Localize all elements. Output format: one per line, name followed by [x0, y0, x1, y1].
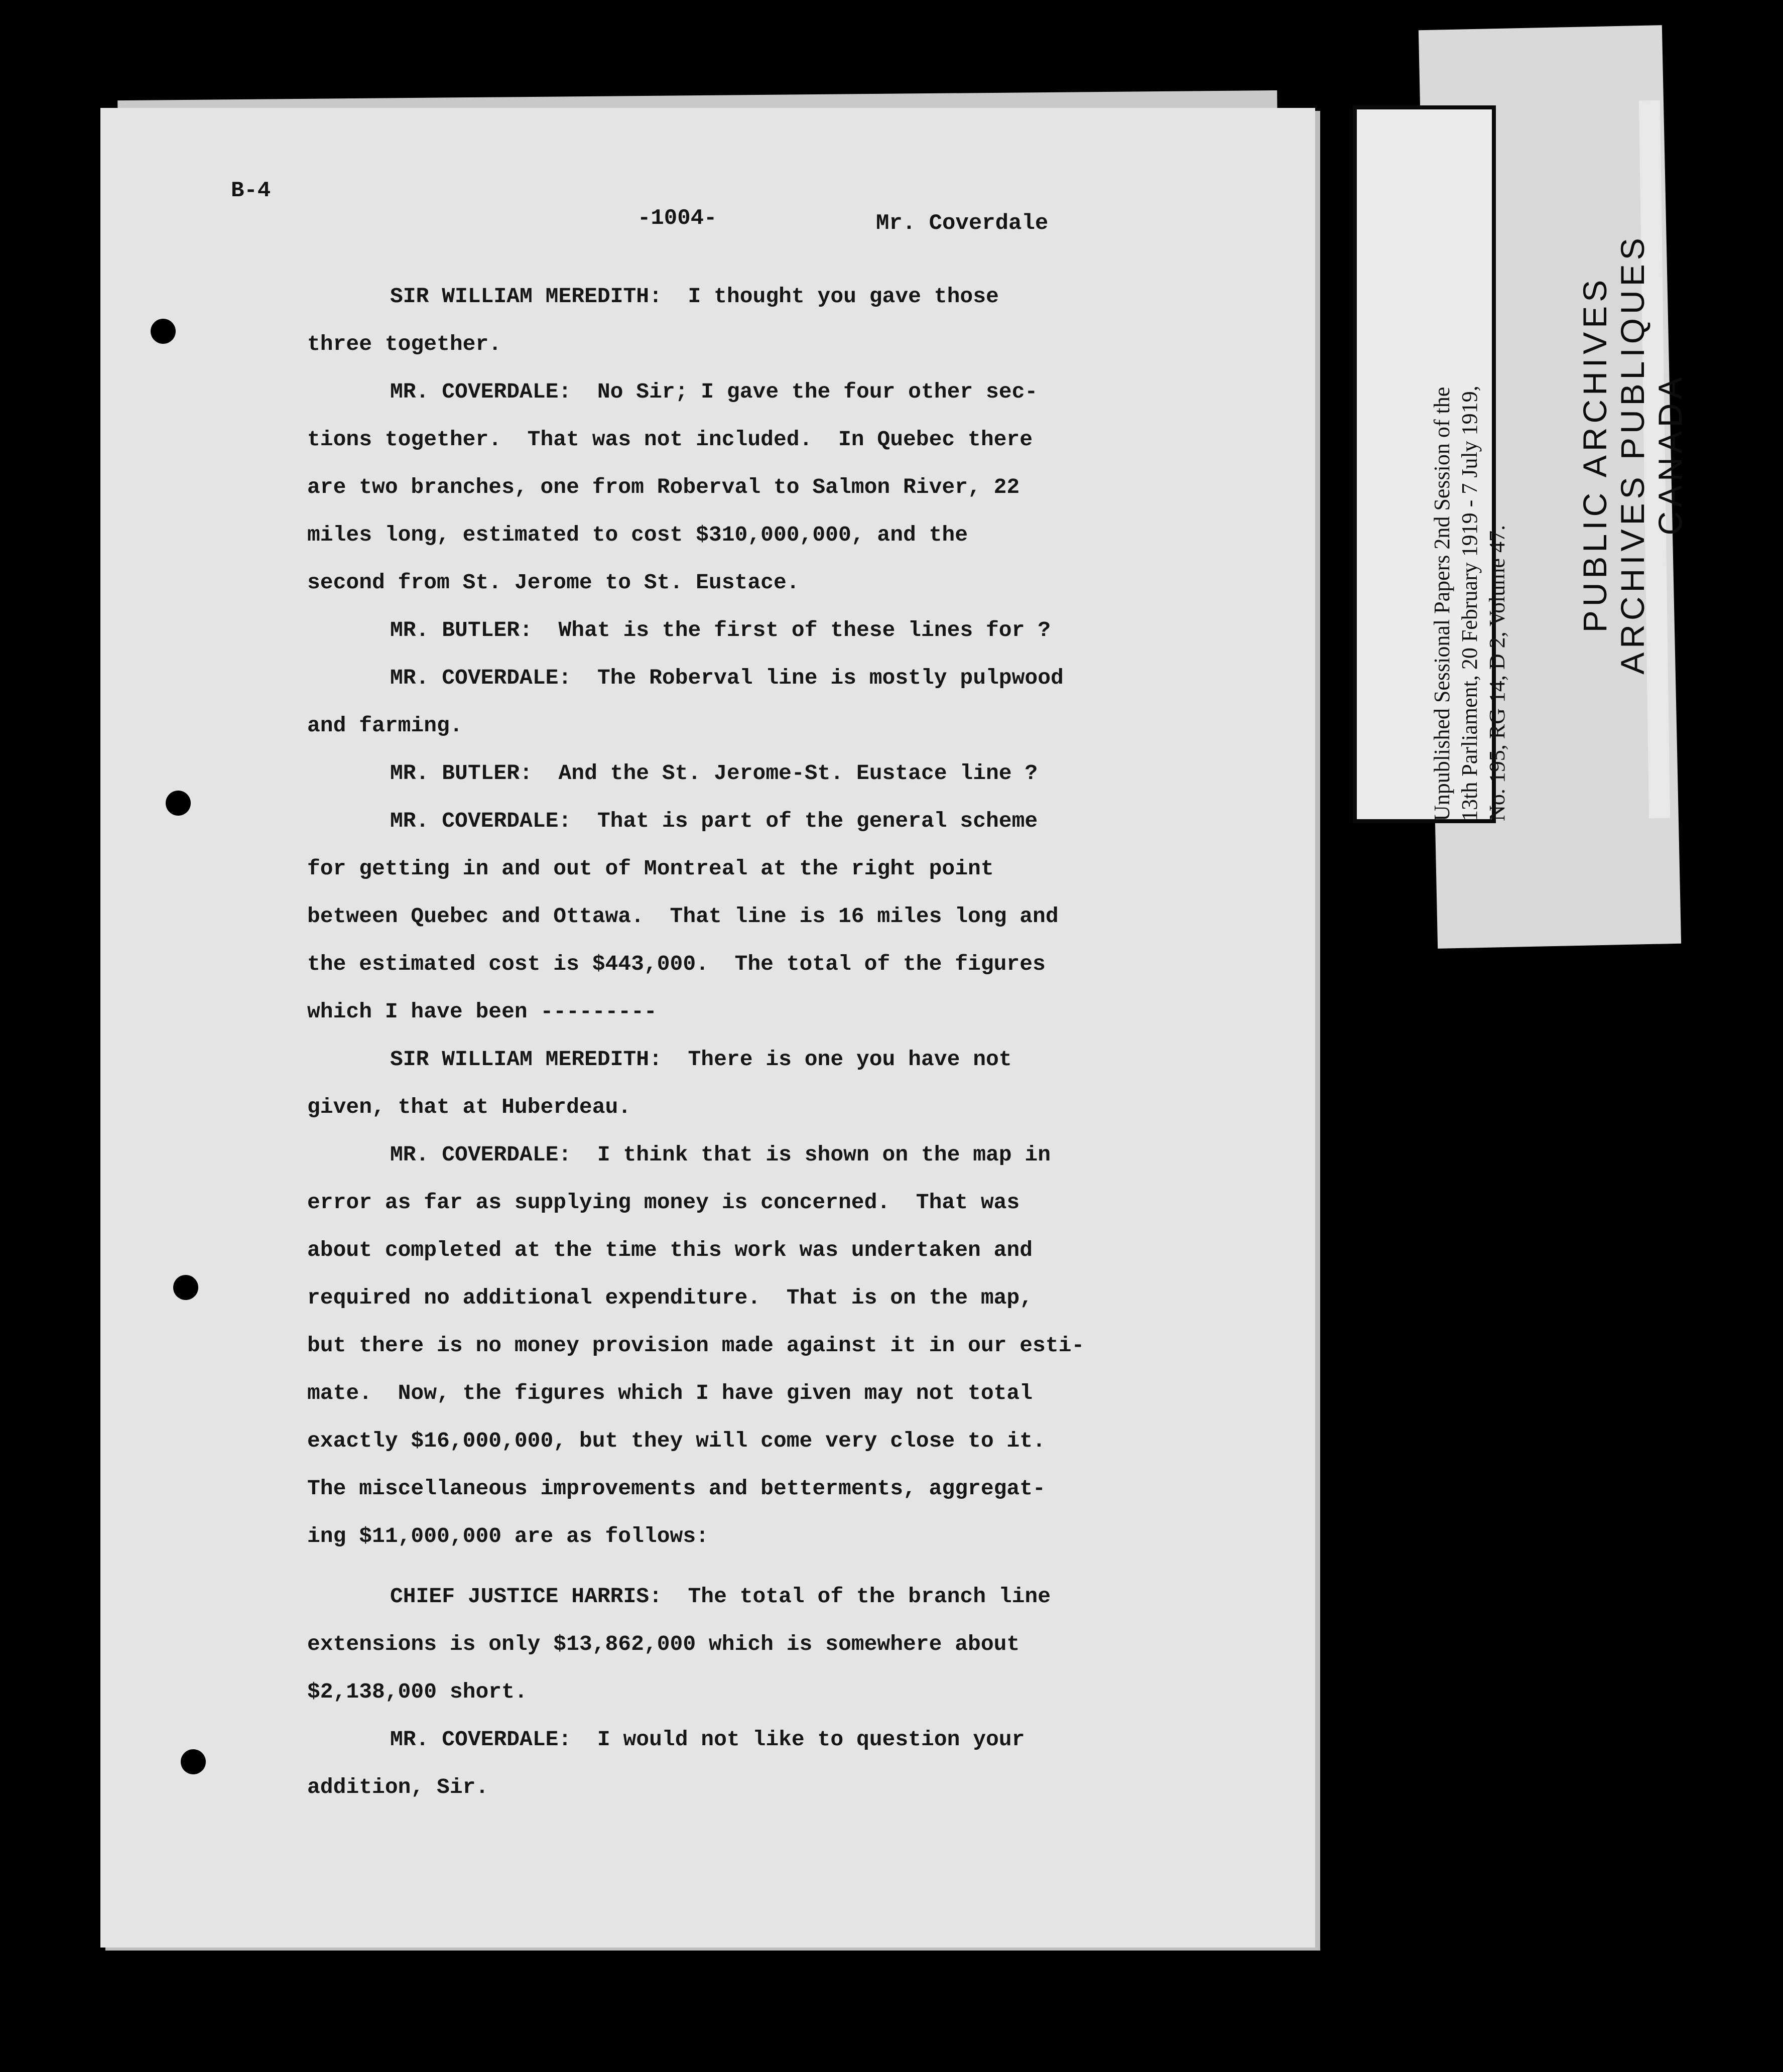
transcript-line: addition, Sir.	[307, 1775, 489, 1799]
transcript-line: required no additional expenditure. That is on the map,	[307, 1285, 1033, 1310]
transcript-line: The miscellaneous improvements and betterments, aggregat-	[307, 1476, 1046, 1501]
transcript-line: tions together. That was not included. In Quebec there	[307, 427, 1033, 452]
transcript-line: extensions is only $13,862,000 which is somewhere about	[307, 1632, 1020, 1656]
punch-hole	[173, 1275, 198, 1300]
transcript-line: about completed at the time this work was undertaken and	[307, 1238, 1033, 1262]
archive-label-line: Unpublished Sessional Papers 2nd Session of the	[1430, 386, 1454, 821]
archive-label-text	[1428, 118, 1511, 821]
archive-stamp-line: CANADA	[1651, 373, 1689, 536]
transcript-line: for getting in and out of Montreal at the right point	[307, 856, 994, 881]
transcript-line: three together.	[307, 332, 502, 356]
transcript-line: given, that at Huberdeau.	[307, 1095, 631, 1119]
transcript-line: SIR WILLIAM MEREDITH: There is one you have not	[390, 1047, 1012, 1072]
archive-stamp	[1576, 203, 1689, 705]
transcript-line: error as far as supplying money is concerned. That was	[307, 1190, 1020, 1215]
transcript-line: and farming.	[307, 713, 463, 738]
transcript-line: exactly $16,000,000, but they will come very close to it.	[307, 1429, 1046, 1453]
transcript-line: SIR WILLIAM MEREDITH: I thought you gave those	[390, 284, 999, 309]
page-id: B-4	[231, 178, 271, 203]
transcript-line: MR. BUTLER: What is the first of these lines for ?	[390, 618, 1051, 642]
transcript-line: MR. COVERDALE: I think that is shown on the map in	[390, 1142, 1051, 1167]
transcript-line: CHIEF JUSTICE HARRIS: The total of the branch line	[390, 1584, 1051, 1609]
punch-hole	[166, 791, 191, 816]
archive-label-line: 13th Parliament, 20 February 1919 - 7 July 1919,	[1457, 385, 1482, 821]
archive-label	[1353, 105, 1509, 823]
transcript-line: $2,138,000 short.	[307, 1679, 528, 1704]
transcript-line: are two branches, one from Roberval to Salmon River, 22	[307, 475, 1020, 499]
transcript-body	[307, 273, 1271, 1811]
transcript-line: but there is no money provision made against it in our esti-	[307, 1333, 1085, 1358]
transcript-line: the estimated cost is $443,000. The total of the figures	[307, 952, 1046, 976]
transcript-line: MR. COVERDALE: The Roberval line is mostly pulpwood	[390, 666, 1064, 690]
transcript-line: MR. BUTLER: And the St. Jerome-St. Eustace line ?	[390, 761, 1038, 786]
page-number: -1004-	[638, 206, 717, 231]
transcript-line: mate. Now, the figures which I have given may not total	[307, 1381, 1033, 1405]
transcript-line: which I have been ---------	[307, 999, 657, 1024]
transcript-line: miles long, estimated to cost $310,000,000, and the	[307, 523, 968, 547]
archive-stamp-line: ARCHIVES PUBLIQUES	[1614, 234, 1651, 675]
punch-hole	[181, 1749, 206, 1774]
transcript-line: second from St. Jerome to St. Eustace.	[307, 570, 800, 595]
transcript-line: MR. COVERDALE: I would not like to question your	[390, 1727, 1025, 1752]
transcript-line: MR. COVERDALE: No Sir; I gave the four other sec-	[390, 379, 1038, 404]
punch-hole	[151, 319, 176, 344]
document-page	[100, 108, 1315, 1948]
speaker-header: Mr. Coverdale	[876, 211, 1049, 236]
archive-stamp-line: PUBLIC ARCHIVES	[1576, 276, 1613, 633]
transcript-line: ing $11,000,000 are as follows:	[307, 1524, 709, 1548]
transcript-line: between Quebec and Ottawa. That line is 16 miles long and	[307, 904, 1059, 929]
archive-label-line: No. 195, RG 14, D 2, Volume 47.	[1485, 525, 1509, 821]
transcript-line: MR. COVERDALE: That is part of the general scheme	[390, 809, 1038, 833]
